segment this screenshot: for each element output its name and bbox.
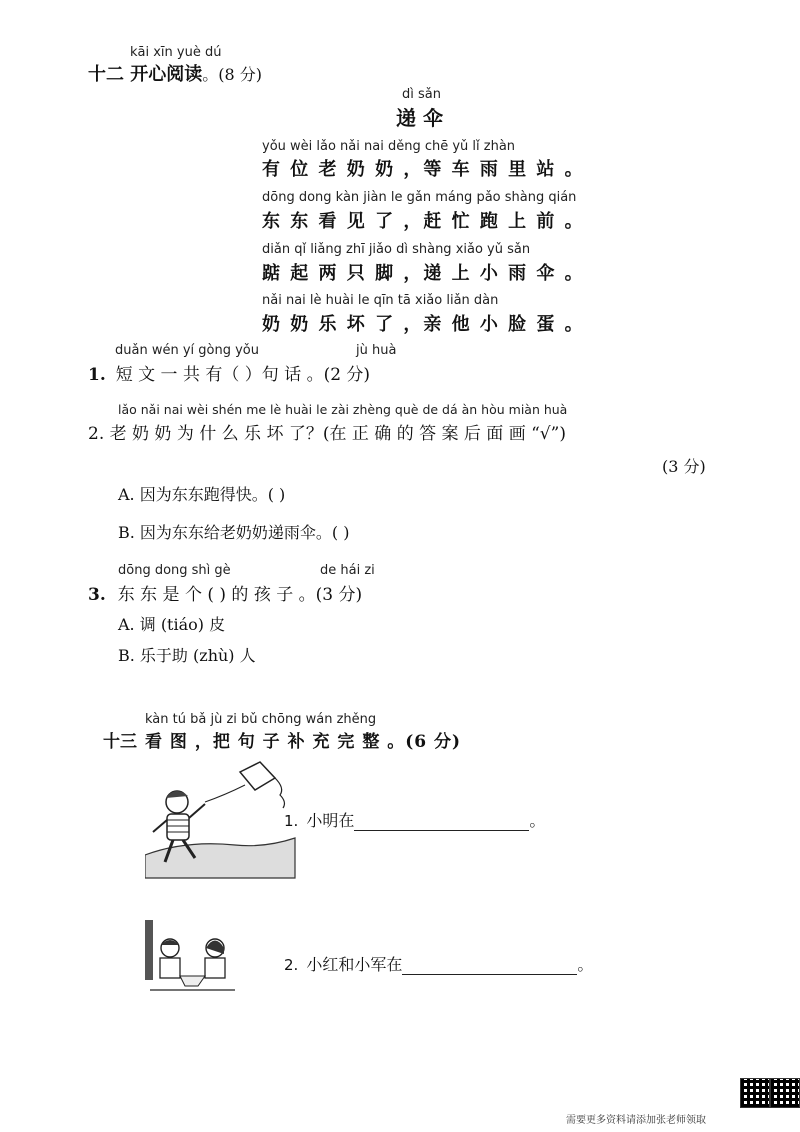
poem-line4-pinyin: nǎi nai lè huài le qīn tā xiǎo liǎn dàn: [262, 293, 499, 308]
poem-line1: 有 位 老 奶 奶 ，等 车 雨 里 站 。: [262, 159, 585, 180]
s13-item1-end: 。: [529, 811, 546, 830]
poem-title: 递 伞: [396, 106, 443, 130]
q3-pinyin-b: de hái zi: [320, 563, 375, 578]
s13-item2-number: 2.: [284, 956, 299, 974]
answer-blank-2[interactable]: [402, 960, 577, 975]
s12-heading: [88, 60, 262, 86]
two-kids-illustration: [140, 918, 250, 998]
s13-text: 看 图 ，把 句 子 补 充 完 整 。(6 分): [145, 732, 462, 752]
s13-number: 十三: [103, 732, 137, 752]
q3-text: 东 东 是 个 ( ) 的 孩 子 。(3 分): [117, 585, 363, 605]
poem-line1-pinyin: yǒu wèi lǎo nǎi nai děng chē yǔ lǐ zhàn: [262, 139, 516, 154]
poem-line3-pinyin: diǎn qǐ liǎng zhī jiǎo dì shàng xiǎo yǔ sǎn: [262, 242, 531, 257]
s12-title: 开心阅读: [130, 64, 203, 85]
q2-score: (3 分): [662, 457, 706, 476]
poem-line2: 东 东 看 见 了 ，赶 忙 跑 上 前 。: [262, 211, 585, 232]
footer-note: 需要更多资料请添加张老师领取: [566, 1115, 706, 1126]
s12-score: 。(8 分): [202, 65, 263, 84]
poem-line3: 踮 起 两 只 脚 ，递 上 小 雨 伞 。: [262, 263, 585, 284]
s13-item1-text: 小明在: [306, 811, 355, 830]
q1-text: 短 文 一 共 有（ ）句 话 。(2 分): [115, 365, 371, 385]
q2-option-b[interactable]: B. 因为东东给老奶奶递雨伞。( ): [118, 523, 350, 542]
qr-code-icon: [740, 1078, 770, 1108]
question-3: [88, 580, 362, 605]
qr-code-icon-2: [770, 1078, 800, 1108]
s12-number: 十二: [88, 64, 124, 85]
s13-item2-text: 小红和小军在: [306, 955, 403, 974]
poem-line4: 奶 奶 乐 坏 了 ，亲 他 小 脸 蛋 。: [262, 314, 585, 335]
q2-option-a[interactable]: A. 因为东东跑得快。( ): [118, 485, 286, 504]
poem-line2-pinyin: dōng dong kàn jiàn le gǎn máng pǎo shàng qián: [262, 190, 577, 205]
s13-item1-number: 1.: [284, 812, 299, 830]
s13-item-1: [284, 808, 545, 831]
q1-pinyin-b: jù huà: [356, 343, 397, 358]
s13-item-2: [284, 952, 593, 975]
s13-heading: [103, 727, 461, 752]
s12-pinyin: kāi xīn yuè dú: [130, 45, 222, 60]
s13-item2-end: 。: [577, 955, 594, 974]
answer-blank-1[interactable]: [354, 816, 529, 831]
s13-pinyin: kàn tú bǎ jù zi bǔ chōng wán zhěng: [145, 712, 377, 727]
q2-text: 2. 老 奶 奶 为 什 么 乐 坏 了？(在 正 确 的 答 案 后 面 画 “√”): [88, 424, 566, 444]
q1-number: 1.: [88, 365, 106, 385]
q1-pinyin-a: duǎn wén yí gòng yǒu: [115, 343, 259, 358]
poem-title-pinyin: dì sǎn: [402, 87, 441, 102]
q3-option-a[interactable]: A. 调 (tiáo) 皮: [118, 615, 226, 634]
q3-number: 3.: [88, 585, 106, 605]
question-1: [88, 360, 370, 385]
q2-pinyin: lǎo nǎi nai wèi shén me lè huài le zài zhèng què de dá àn hòu miàn huà: [118, 402, 568, 417]
q3-pinyin-a: dōng dong shì gè: [118, 563, 231, 578]
q3-option-b[interactable]: B. 乐于助 (zhù) 人: [118, 646, 256, 665]
